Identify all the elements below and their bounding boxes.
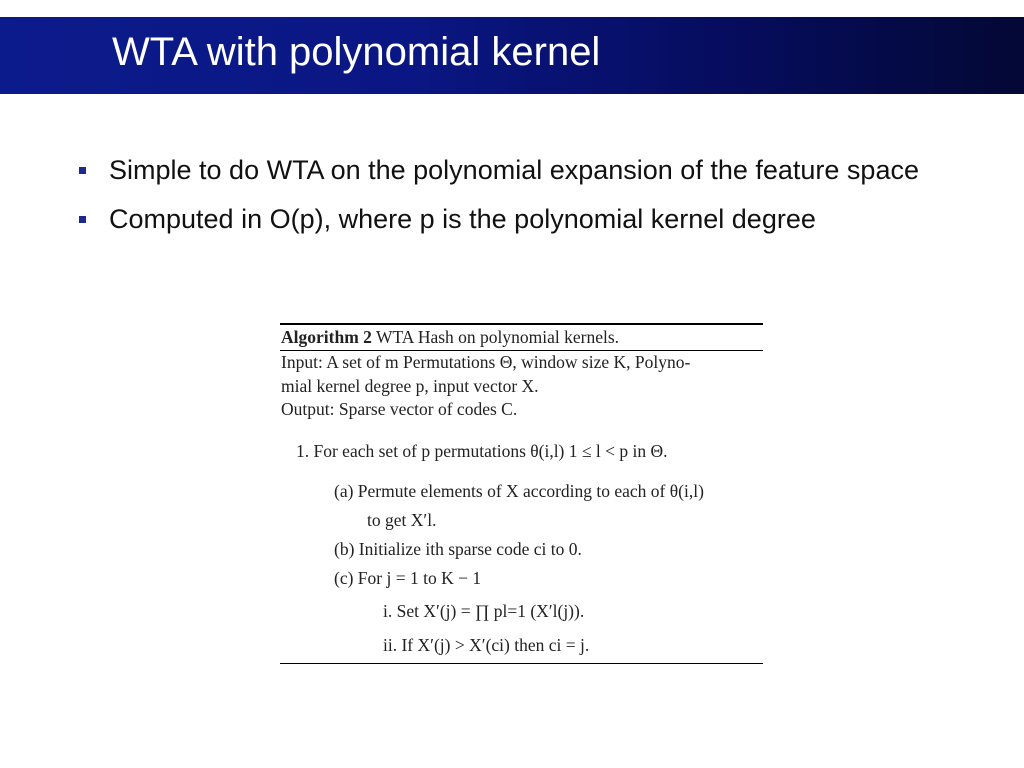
input-line-2: mial kernel degree p, input vector X.	[281, 375, 539, 396]
slide-title: WTA with polynomial kernel	[112, 30, 601, 74]
algorithm-label: Algorithm 2	[281, 327, 372, 347]
bullet-item	[78, 146, 978, 195]
step-1: 1. For each set of p permutations θ(i,l) 1 ≤ l < p in Θ.	[296, 440, 668, 461]
step-c-ii: ii. If X′(j) > X′(ci) then ci = j.	[383, 635, 590, 655]
input-line-1: Input: A set of m Permutations Θ, window size K, Polyno-	[281, 352, 691, 372]
algorithm-box	[280, 323, 763, 664]
bullet-list	[78, 146, 978, 244]
output-line: Output: Sparse vector of codes C.	[281, 399, 518, 419]
step-c: (c) For j = 1 to K − 1	[334, 568, 482, 588]
step-c-i: i. Set X′(j) = ∏ pl=1 (X′l(j)).	[383, 601, 585, 621]
algorithm-caption: WTA Hash on polynomial kernels.	[375, 327, 620, 347]
square-bullet-icon	[79, 167, 86, 174]
step-b: (b) Initialize ith sparse code ci to 0.	[334, 539, 582, 559]
bullet-text: Simple to do WTA on the polynomial expansion of the feature space	[109, 155, 919, 185]
title-bar	[0, 17, 1024, 94]
bullet-text: Computed in O(p), where p is the polynomial kernel degree	[109, 204, 816, 234]
bullet-item	[78, 195, 978, 244]
algorithm-header	[280, 325, 763, 350]
square-bullet-icon	[79, 216, 86, 223]
algorithm-body	[280, 351, 763, 661]
step-a-line-1: (a) Permute elements of X according to each of θ(i,l)	[334, 481, 704, 501]
bottom-rule	[280, 663, 763, 664]
step-a-line-2: to get X′l.	[367, 510, 437, 530]
